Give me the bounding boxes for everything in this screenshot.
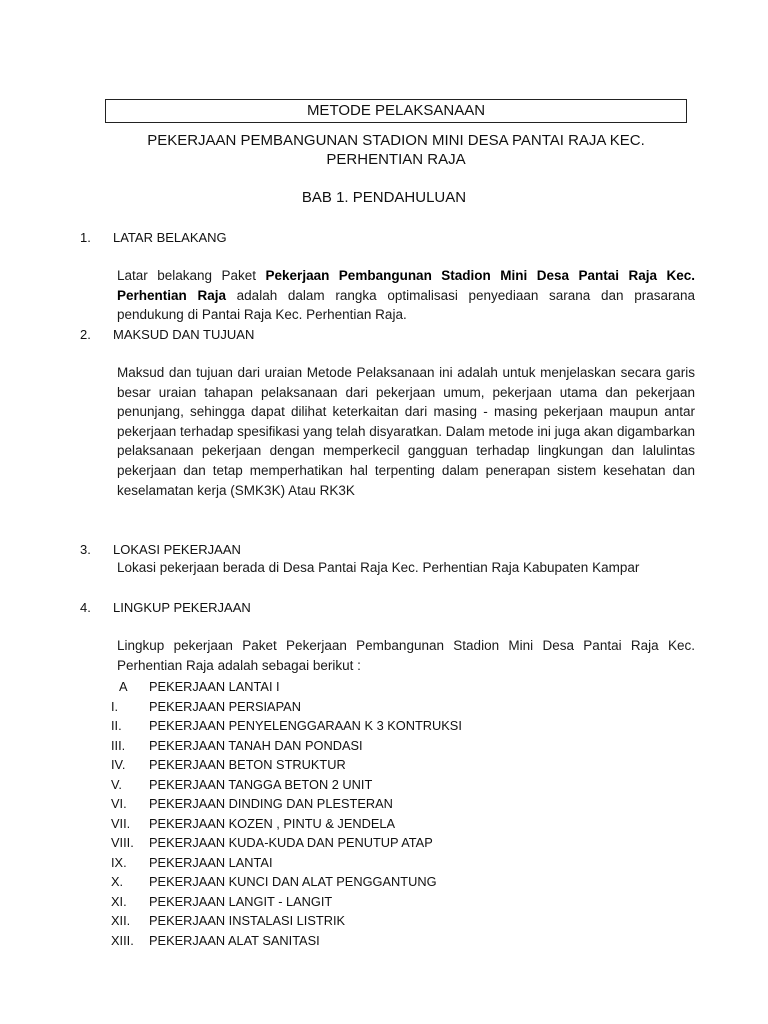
list-item: VI. PEKERJAAN DINDING DAN PLESTERAN [111, 796, 393, 811]
section-number: 4. [80, 600, 91, 615]
list-item: III. PEKERJAAN TANAH DAN PONDASI [111, 737, 363, 753]
list-item: VIII. PEKERJAAN KUDA-KUDA DAN PENUTUP ATAP [111, 835, 433, 850]
list-item: IV. PEKERJAAN BETON STRUKTUR [111, 757, 346, 772]
list-item: II. PEKERJAAN PENYELENGGARAAN K 3 KONTRUKSI [111, 718, 462, 733]
document-title: METODE PELAKSANAAN [306, 102, 486, 119]
document-title-box [105, 99, 687, 123]
latar-belakang-paragraph [117, 266, 695, 325]
list-item: VII. PEKERJAAN KOZEN , PINTU & JENDELA [111, 815, 396, 831]
section-heading-lingkup [80, 599, 251, 617]
chapter-heading: BAB 1. PENDAHULUAN [301, 189, 467, 206]
section-title: LOKASI PEKERJAAN [113, 542, 241, 557]
subtitle-line-1: PEKERJAAN PEMBANGUNAN STADION MINI DESA PANTAI RAJA KEC. [147, 132, 645, 149]
list-item: XII. PEKERJAAN INSTALASI LISTRIK [111, 913, 346, 928]
list-item: A PEKERJAAN LANTAI I [119, 679, 280, 694]
paragraph-bold-text: Pekerjaan Pembangunan Stadion Mini Desa Pantai Raja Kec. Perhentian Raja [117, 268, 695, 303]
list-item: I. PEKERJAAN PERSIAPAN [111, 698, 301, 714]
list-item: IX. PEKERJAAN LANTAI [111, 854, 273, 870]
paragraph-text: Latar belakang Paket [117, 268, 266, 283]
maksud-tujuan-paragraph: Maksud dan tujuan dari uraian Metode Pelaksanaan ini adalah untuk menjelaskan secara garis besar uraian tahapan pelaksanaan dari pekerjaan umum, pekerjaan utama dan pekerjaan penunjang, sehingga dapat dilihat keterkaitan dari masing - masing pekerjaan maupun antar pekerjaan terhadap spesifikasi yang telah disyaratkan. Dalam metode ini juga akan digambarkan pelaksanaan pekerjaan dengan memperkecil gangguan terhadap lingkungan dan lalulintas pekerjaan dan tetap memperhatikan hal terpenting dalam penerapan sistem kesehatan dan keselamatan kerja (SMK3K) Atau RK3K [117, 365, 695, 498]
section-title: LINGKUP PEKERJAAN [113, 600, 251, 615]
lingkup-paragraph: Lingkup pekerjaan Paket Pekerjaan Pembangunan Stadion Mini Desa Pantai Raja Kec. Perhentian Raja adalah sebagai berikut : [117, 638, 695, 673]
section-title: LATAR BELAKANG [113, 230, 227, 245]
section-title: MAKSUD DAN TUJUAN [113, 327, 255, 342]
scope-list [111, 677, 462, 950]
section-number: 2. [80, 327, 91, 342]
list-item: XIII. PEKERJAAN ALAT SANITASI [111, 932, 320, 948]
subtitle-line-2: PERHENTIAN RAJA [326, 151, 466, 168]
section-heading-latar-belakang [80, 229, 227, 247]
section-heading-lokasi [80, 541, 241, 559]
list-item: X. PEKERJAAN KUNCI DAN ALAT PENGGANTUNG [111, 874, 437, 889]
list-item: XI. PEKERJAAN LANGIT - LANGIT [111, 893, 333, 909]
paragraph-text: adalah dalam rangka optimalisasi penyediaan sarana dan prasarana pendukung di Pantai Raja Kec. Perhentian Raja. [117, 287, 695, 323]
section-number: 3. [80, 542, 91, 557]
project-subtitle [118, 131, 674, 169]
section-heading-maksud-tujuan [80, 326, 254, 344]
lokasi-paragraph: Lokasi pekerjaan berada di Desa Pantai Raja Kec. Perhentian Raja Kabupaten Kampar [117, 560, 640, 575]
section-number: 1. [80, 230, 91, 245]
list-item: V. PEKERJAAN TANGGA BETON 2 UNIT [111, 776, 373, 792]
